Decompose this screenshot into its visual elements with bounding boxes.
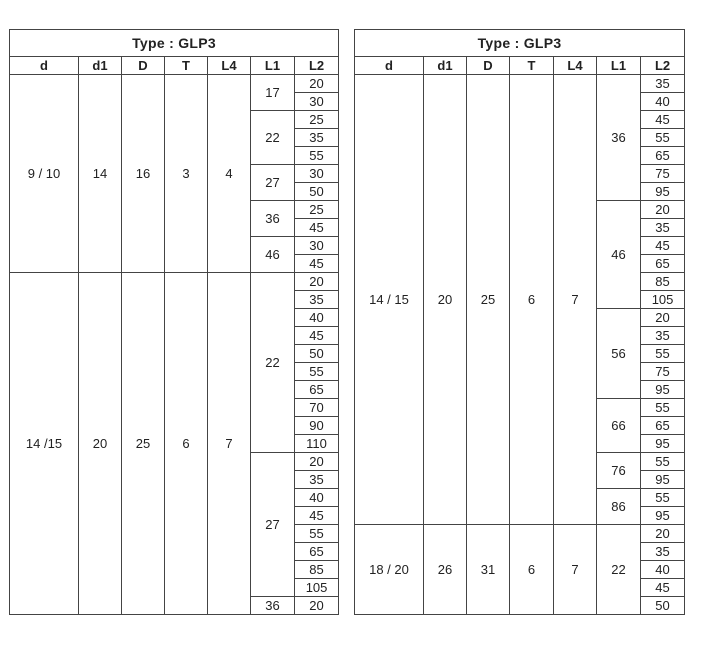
column-header: L2 [641,57,685,75]
cell-l2: 40 [641,93,685,111]
cell-l2: 65 [641,417,685,435]
cell-l2: 55 [641,345,685,363]
column-header: L1 [597,57,641,75]
cell-d1: 26 [424,525,467,615]
cell-l2: 50 [295,183,339,201]
column-header: L2 [295,57,339,75]
cell-l2: 75 [641,165,685,183]
cell-l2: 20 [641,201,685,219]
table-row [10,75,339,93]
cell-l1: 36 [251,201,295,237]
cell-l2: 25 [295,111,339,129]
cell-l2: 35 [641,75,685,93]
cell-d: 25 [122,273,165,615]
column-header: L4 [208,57,251,75]
cell-d1: 20 [79,273,122,615]
cell-l1: 36 [251,597,295,615]
cell-l4: 7 [554,75,597,525]
column-header: L4 [554,57,597,75]
cell-l1: 27 [251,165,295,201]
cell-l1: 36 [597,75,641,201]
cell-l2: 25 [295,201,339,219]
column-header: d1 [424,57,467,75]
cell-l2: 35 [295,129,339,147]
cell-l2: 55 [641,129,685,147]
table-row [355,75,685,93]
cell-t: 6 [510,75,554,525]
cell-l2: 75 [641,363,685,381]
cell-l4: 7 [554,525,597,615]
column-header: D [467,57,510,75]
table-row [10,273,339,291]
cell-l2: 35 [295,471,339,489]
cell-l2: 45 [295,255,339,273]
cell-l2: 20 [295,75,339,93]
cell-d: 18 / 20 [355,525,424,615]
cell-l2: 90 [295,417,339,435]
cell-l2: 30 [295,165,339,183]
cell-l2: 40 [295,309,339,327]
column-header: T [510,57,554,75]
cell-t: 3 [165,75,208,273]
cell-l2: 40 [641,561,685,579]
cell-d: 31 [467,525,510,615]
cell-l2: 40 [295,489,339,507]
cell-l2: 55 [641,489,685,507]
cell-l2: 50 [641,597,685,615]
cell-l2: 110 [295,435,339,453]
table-title: Type : GLP3 [10,30,339,57]
column-header: d1 [79,57,122,75]
cell-l2: 20 [295,273,339,291]
spec-table-left [9,29,339,615]
cell-t: 6 [510,525,554,615]
cell-l2: 55 [295,147,339,165]
cell-l4: 4 [208,75,251,273]
cell-l2: 20 [641,309,685,327]
cell-d: 9 / 10 [10,75,79,273]
cell-l2: 45 [641,579,685,597]
cell-l1: 46 [251,237,295,273]
cell-d: 25 [467,75,510,525]
cell-l2: 45 [641,237,685,255]
cell-l1: 22 [597,525,641,615]
cell-l2: 65 [295,381,339,399]
cell-l1: 86 [597,489,641,525]
cell-l2: 35 [641,543,685,561]
spec-table-right [354,29,685,615]
cell-l2: 65 [641,255,685,273]
cell-l2: 65 [295,543,339,561]
cell-l2: 65 [641,147,685,165]
cell-l2: 45 [295,507,339,525]
cell-l1: 66 [597,399,641,453]
cell-l2: 35 [641,327,685,345]
cell-l1: 56 [597,309,641,399]
column-header: T [165,57,208,75]
cell-l2: 35 [295,291,339,309]
cell-l2: 95 [641,183,685,201]
cell-d: 14 / 15 [355,75,424,525]
cell-l2: 55 [641,399,685,417]
cell-l2: 70 [295,399,339,417]
column-header: L1 [251,57,295,75]
cell-l2: 20 [641,525,685,543]
cell-d: 16 [122,75,165,273]
cell-l2: 35 [641,219,685,237]
cell-l2: 45 [295,327,339,345]
cell-d1: 20 [424,75,467,525]
cell-d: 14 /15 [10,273,79,615]
cell-l2: 30 [295,93,339,111]
cell-l2: 45 [295,219,339,237]
cell-l2: 85 [641,273,685,291]
cell-l2: 20 [295,597,339,615]
column-header: d [355,57,424,75]
column-header: d [10,57,79,75]
cell-l2: 95 [641,435,685,453]
cell-l1: 76 [597,453,641,489]
cell-l2: 95 [641,471,685,489]
cell-l2: 50 [295,345,339,363]
table-title: Type : GLP3 [355,30,685,57]
cell-l1: 17 [251,75,295,111]
cell-l2: 55 [295,363,339,381]
cell-l2: 20 [295,453,339,471]
cell-t: 6 [165,273,208,615]
cell-l2: 85 [295,561,339,579]
cell-l2: 105 [295,579,339,597]
cell-l2: 105 [641,291,685,309]
cell-l4: 7 [208,273,251,615]
cell-d1: 14 [79,75,122,273]
cell-l2: 95 [641,381,685,399]
cell-l2: 30 [295,237,339,255]
cell-l2: 55 [641,453,685,471]
cell-l2: 95 [641,507,685,525]
header-row [10,57,339,75]
table-row [355,525,685,543]
cell-l2: 45 [641,111,685,129]
cell-l1: 22 [251,111,295,165]
cell-l1: 27 [251,453,295,597]
column-header: D [122,57,165,75]
cell-l1: 22 [251,273,295,453]
cell-l1: 46 [597,201,641,309]
header-row [355,57,685,75]
cell-l2: 55 [295,525,339,543]
